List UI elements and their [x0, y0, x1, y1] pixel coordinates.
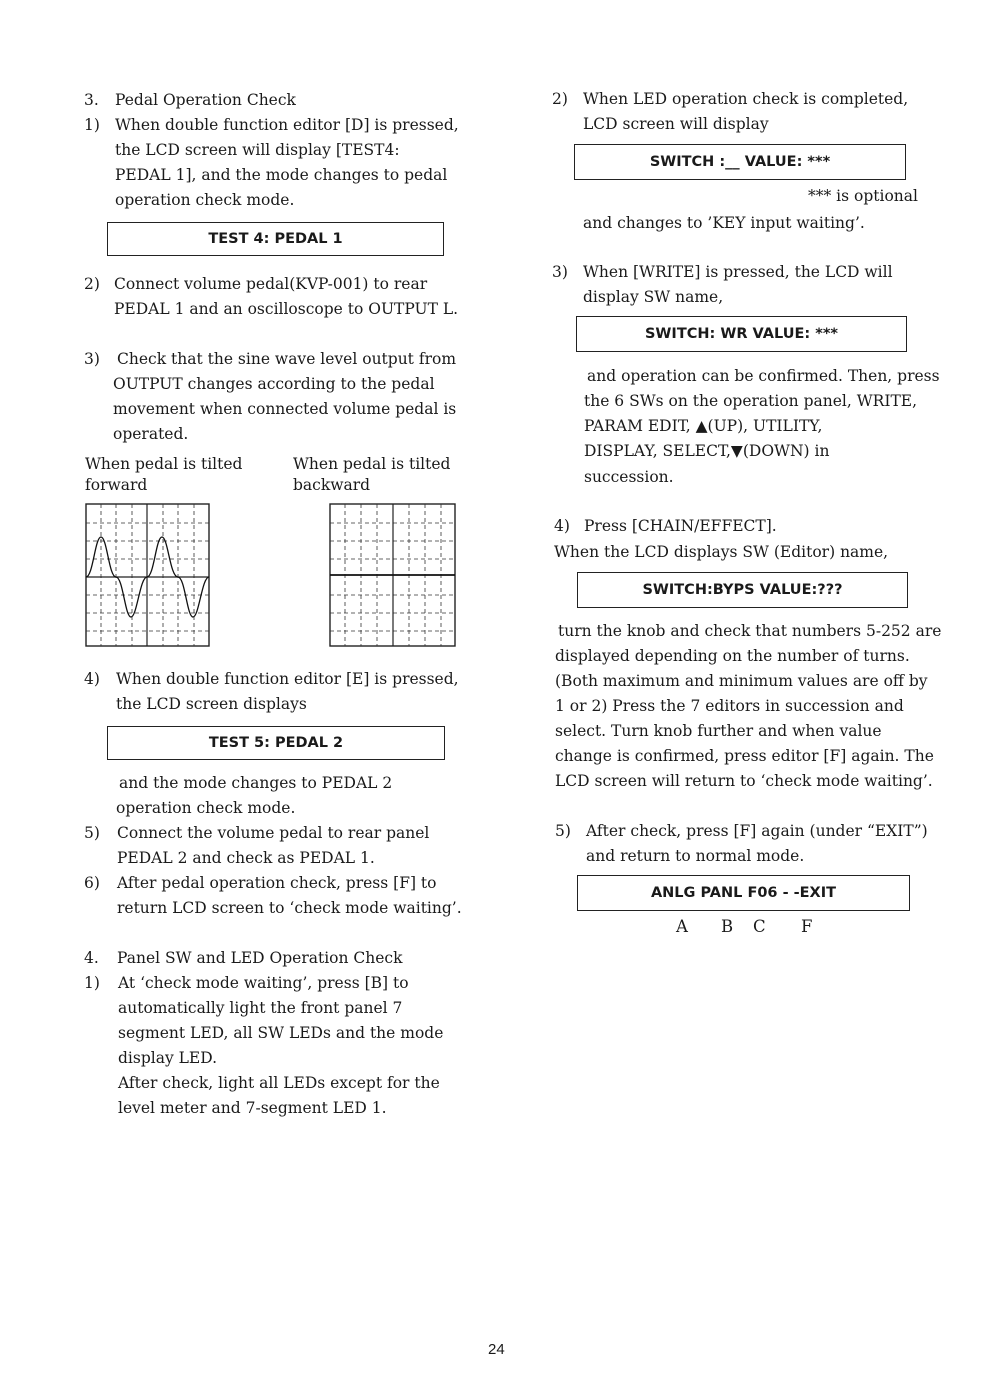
item-s4-1-number: 1)	[84, 974, 100, 992]
item-s4-1-line-5: After check, light all LEDs except for the	[118, 1074, 440, 1092]
item-s4-1-line-2: automatically light the front panel 7	[118, 999, 403, 1017]
optional-note: *** is optional	[808, 187, 918, 205]
item-2-number: 2)	[84, 275, 100, 293]
forward-caption-2: forward	[85, 476, 148, 494]
lcd-display-switch-byps: SWITCH:BYPS VALUE:???	[577, 572, 908, 608]
right-item-2b-line: and changes to ’KEY input waiting’.	[583, 214, 865, 232]
right-item-4b-line-4: 1 or 2) Press the 7 editors in succession and	[555, 697, 904, 715]
item-4-number: 4)	[84, 670, 100, 688]
section-4-title: Panel SW and LED Operation Check	[117, 949, 403, 967]
right-item-4b-line-3: (Both maximum and minimum values are off by	[555, 672, 928, 690]
right-item-3-line-2: display SW name,	[583, 288, 724, 306]
right-item-4b-line-1: turn the knob and check that numbers 5-252 are	[558, 622, 942, 640]
lcd-display-test5: TEST 5: PEDAL 2	[107, 726, 445, 760]
item-s4-1-line-4: display LED.	[118, 1049, 218, 1067]
lcd-display-switch-wr: SWITCH: WR VALUE: ***	[576, 316, 907, 352]
item-6-line-1: After pedal operation check, press [F] to	[117, 874, 437, 892]
key-label-b: B	[721, 917, 734, 936]
right-item-3b-line-4: DISPLAY, SELECT,▼(DOWN) in	[584, 442, 830, 460]
item-3-line-4: operated.	[113, 425, 189, 443]
right-item-3b-line-2: the 6 SWs on the operation panel, WRITE,	[584, 392, 918, 410]
item-1-line-2: the LCD screen will display [TEST4:	[115, 141, 400, 159]
right-item-2-number: 2)	[552, 90, 568, 108]
item-3-number: 3)	[84, 350, 100, 368]
item-4b-line-2: operation check mode.	[116, 799, 296, 817]
item-3-line-1: Check that the sine wave level output from	[117, 350, 457, 368]
lcd-display-anlg-panl: ANLG PANL F06 - -EXIT	[577, 875, 910, 911]
right-item-4-line-1: Press [CHAIN/EFFECT].	[584, 517, 777, 535]
right-item-4b-line-5: select. Turn knob further and when value	[555, 722, 882, 740]
item-5-line-1: Connect the volume pedal to rear panel	[117, 824, 430, 842]
item-6-line-2: return LCD screen to ‘check mode waiting’.	[117, 899, 462, 917]
item-2-line-1: Connect volume pedal(KVP-001) to rear	[114, 275, 428, 293]
right-item-4-line-2: When the LCD displays SW (Editor) name,	[554, 543, 889, 561]
key-label-a: A	[676, 917, 688, 936]
key-label-f: F	[801, 917, 813, 936]
item-s4-1-line-6: level meter and 7-segment LED 1.	[118, 1099, 387, 1117]
item-1-line-3: PEDAL 1], and the mode changes to pedal	[115, 166, 448, 184]
right-item-5-number: 5)	[555, 822, 571, 840]
backward-caption-1: When pedal is tilted	[293, 455, 451, 473]
page-number: 24	[488, 1341, 505, 1358]
right-item-3b-line-3: PARAM EDIT, ▲(UP), UTILITY,	[584, 417, 823, 435]
item-1-line-1: When double function editor [D] is pressed,	[115, 116, 459, 134]
item-4-line-1: When double function editor [E] is pressed,	[116, 670, 459, 688]
right-item-2-line-1: When LED operation check is completed,	[583, 90, 909, 108]
right-item-5-line-2: and return to normal mode.	[586, 847, 805, 865]
section-4-number: 4.	[84, 949, 99, 967]
right-item-4b-line-7: LCD screen will return to ‘check mode waiting’.	[555, 772, 933, 790]
lcd-display-test4: TEST 4: PEDAL 1	[107, 222, 444, 256]
item-6-number: 6)	[84, 874, 100, 892]
item-2-line-2: PEDAL 1 and an oscilloscope to OUTPUT L.	[114, 300, 459, 318]
key-label-c: C	[753, 917, 766, 936]
item-1-line-4: operation check mode.	[115, 191, 295, 209]
backward-caption-2: backward	[293, 476, 371, 494]
lcd-display-switch-value: SWITCH :__ VALUE: ***	[574, 144, 906, 180]
section-3-number: 3.	[84, 91, 99, 109]
right-item-4b-line-2: displayed depending on the number of turns.	[555, 647, 910, 665]
item-4b-line-1: and the mode changes to PEDAL 2	[119, 774, 393, 792]
right-item-2-line-2: LCD screen will display	[583, 115, 769, 133]
item-5-number: 5)	[84, 824, 100, 842]
right-item-4b-line-6: change is confirmed, press editor [F] again. The	[555, 747, 934, 765]
right-item-5-line-1: After check, press [F] again (under “EXIT”)	[586, 822, 928, 840]
item-3-line-2: OUTPUT changes according to the pedal	[113, 375, 435, 393]
item-s4-1-line-3: segment LED, all SW LEDs and the mode	[118, 1024, 444, 1042]
oscilloscope-backward-image	[329, 503, 457, 648]
item-1-number: 1)	[84, 116, 100, 134]
item-4-line-2: the LCD screen displays	[116, 695, 307, 713]
item-s4-1-line-1: At ‘check mode waiting’, press [B] to	[118, 974, 409, 992]
right-item-3b-line-5: succession.	[584, 468, 674, 486]
section-3-title: Pedal Operation Check	[115, 91, 296, 109]
right-item-3b-line-1: and operation can be confirmed. Then, press	[587, 367, 940, 385]
right-item-3-number: 3)	[552, 263, 568, 281]
item-3-line-3: movement when connected volume pedal is	[113, 400, 457, 418]
item-5-line-2: PEDAL 2 and check as PEDAL 1.	[117, 849, 375, 867]
forward-caption-1: When pedal is tilted	[85, 455, 243, 473]
right-item-3-line-1: When [WRITE] is pressed, the LCD will	[583, 263, 893, 281]
oscilloscope-forward-image	[85, 503, 211, 648]
right-item-4-number: 4)	[554, 517, 570, 535]
